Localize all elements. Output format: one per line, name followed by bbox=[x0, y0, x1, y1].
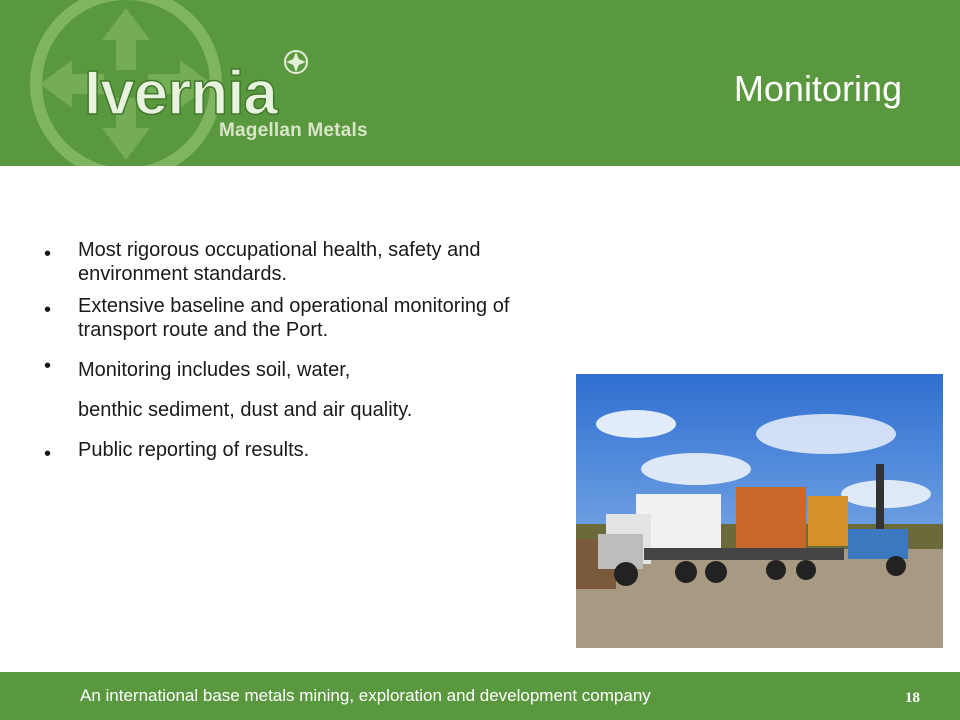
bullet-text: transport route and the Port. bbox=[78, 319, 329, 341]
road-train-truck-photo bbox=[576, 374, 943, 648]
bullet-item bbox=[44, 238, 684, 286]
bullet-dot: • bbox=[44, 299, 52, 321]
logo-subtitle: Magellan Metals bbox=[219, 120, 368, 141]
page-number: 18 bbox=[905, 690, 920, 706]
footer-tagline: An international base metals mining, exploration and development company bbox=[80, 686, 651, 705]
bullet-item bbox=[44, 294, 684, 342]
bullet-text: Public reporting of results. bbox=[78, 439, 310, 461]
bullet-text: benthic sediment, dust and air quality. bbox=[78, 399, 413, 421]
bullet-text: Monitoring includes soil, water, bbox=[78, 359, 351, 381]
bullet-text: Extensive baseline and operational monitoring of bbox=[78, 295, 510, 317]
slide-title: Monitoring bbox=[733, 68, 902, 109]
bullet-dot: • bbox=[44, 243, 52, 265]
bullet-dot: • bbox=[44, 443, 52, 465]
header-band bbox=[0, 0, 960, 166]
bullet-text: Most rigorous occupational health, safety and bbox=[78, 239, 481, 261]
footer-band bbox=[0, 672, 960, 720]
logo-wordmark: Ivernia bbox=[84, 59, 277, 128]
bullet-text: environment standards. bbox=[78, 263, 288, 285]
bullet-dot: • bbox=[44, 355, 52, 377]
